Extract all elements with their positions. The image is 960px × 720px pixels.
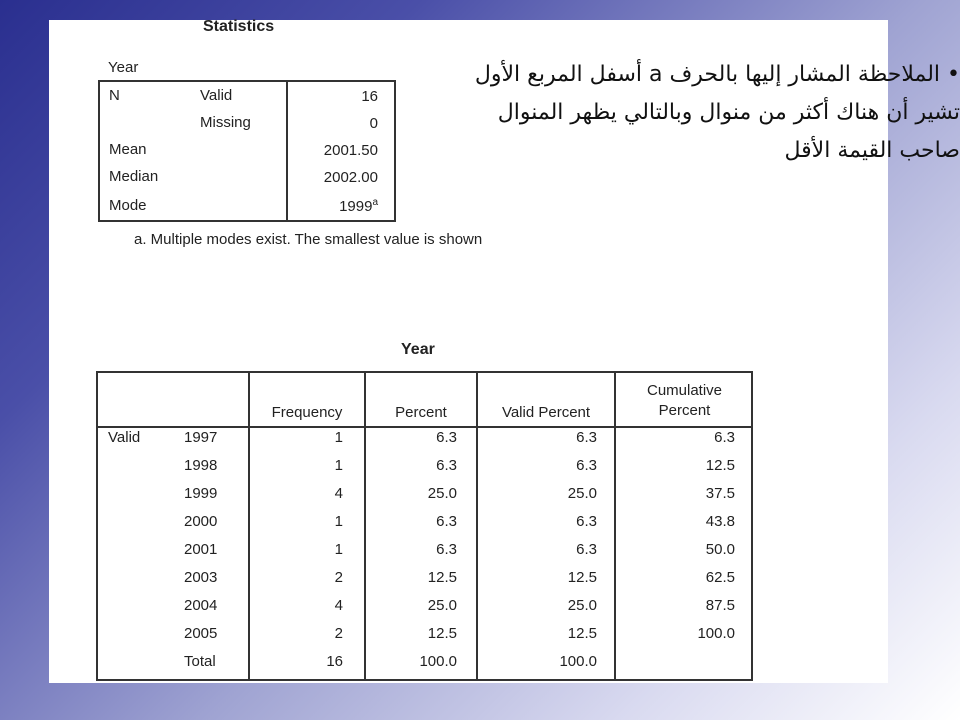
cell-frequency: 1 xyxy=(334,541,343,558)
row-value: 16 xyxy=(361,88,378,105)
cell-frequency: 1 xyxy=(334,429,343,446)
statistics-row xyxy=(100,197,394,219)
row-year-label: Total xyxy=(184,653,216,670)
table-row xyxy=(98,457,751,484)
arabic-note: • الملاحظة المشار إليها بالحرف a أسفل المربع الأول تشير أن هناك أكثر من منوال وبالتالي يظهر المنوال صاحب القيمة الأقل xyxy=(474,62,960,163)
cell-cumulative-percent: 37.5 xyxy=(705,485,735,502)
cell-frequency: 4 xyxy=(334,485,343,502)
statistics-title: Statistics xyxy=(203,18,275,35)
table-row xyxy=(98,569,751,596)
row-label: Mean xyxy=(109,141,147,158)
table-row xyxy=(98,429,751,456)
row-value: 0 xyxy=(369,115,378,132)
cell-valid-percent: 25.0 xyxy=(567,485,597,502)
row-year-label: 1997 xyxy=(184,429,218,446)
cell-percent: 25.0 xyxy=(427,597,457,614)
header-divider xyxy=(98,426,751,428)
header-percent: Percent xyxy=(395,404,447,421)
header-cumulative-percent: Cumulative Percent xyxy=(646,382,723,419)
cell-valid-percent: 12.5 xyxy=(567,569,597,586)
row-value: 2002.00 xyxy=(323,169,378,186)
statistics-row xyxy=(100,114,394,136)
table-row xyxy=(98,513,751,540)
row-year-label: 2003 xyxy=(184,569,218,586)
header-frequency: Frequency xyxy=(271,404,343,421)
row-sublabel: Missing xyxy=(200,114,251,131)
cell-percent: 12.5 xyxy=(427,625,457,642)
row-year-label: 2005 xyxy=(184,625,218,642)
row-label: Mode xyxy=(109,197,147,214)
table-row xyxy=(98,625,751,652)
header-valid-percent: Valid Percent xyxy=(501,404,591,421)
cell-frequency: 2 xyxy=(334,569,343,586)
cell-cumulative-percent: 43.8 xyxy=(705,513,735,530)
cell-valid-percent: 12.5 xyxy=(567,625,597,642)
table-row xyxy=(98,653,751,680)
cell-valid-percent: 6.3 xyxy=(576,541,597,558)
cell-percent: 12.5 xyxy=(427,569,457,586)
row-year-label: 1998 xyxy=(184,457,218,474)
table-row xyxy=(98,485,751,512)
table-row xyxy=(98,597,751,624)
footnote-marker: a xyxy=(372,197,378,208)
cell-valid-percent: 25.0 xyxy=(567,597,597,614)
cell-percent: 6.3 xyxy=(436,541,457,558)
statistics-table xyxy=(98,80,396,222)
statistics-variable-label: Year xyxy=(108,59,139,76)
row-year-label: 2001 xyxy=(184,541,218,558)
cell-cumulative-percent: 62.5 xyxy=(705,569,735,586)
cell-valid-percent: 100.0 xyxy=(559,653,597,670)
row-value: 2001.50 xyxy=(323,142,378,159)
cell-frequency: 16 xyxy=(326,653,343,670)
cell-valid-percent: 6.3 xyxy=(576,457,597,474)
row-label: N xyxy=(109,87,120,104)
cell-cumulative-percent: 6.3 xyxy=(714,429,735,446)
cell-frequency: 4 xyxy=(334,597,343,614)
statistics-footnote: a. Multiple modes exist. The smallest value is shown xyxy=(134,231,483,248)
cell-percent: 6.3 xyxy=(436,429,457,446)
cell-percent: 100.0 xyxy=(419,653,457,670)
row-group-label: Valid xyxy=(108,429,141,446)
row-year-label: 2000 xyxy=(184,513,218,530)
cell-cumulative-percent: 100.0 xyxy=(697,625,735,642)
statistics-row xyxy=(100,168,394,190)
cell-cumulative-percent: 87.5 xyxy=(705,597,735,614)
cell-valid-percent: 6.3 xyxy=(576,429,597,446)
statistics-row xyxy=(100,87,394,109)
statistics-row xyxy=(100,141,394,163)
cell-valid-percent: 6.3 xyxy=(576,513,597,530)
row-label: Median xyxy=(109,168,159,185)
cell-cumulative-percent: 12.5 xyxy=(705,457,735,474)
cell-percent: 25.0 xyxy=(427,485,457,502)
row-sublabel: Valid xyxy=(200,87,233,104)
row-value: 1999$^a$ xyxy=(339,197,378,215)
cell-frequency: 1 xyxy=(334,513,343,530)
row-year-label: 2004 xyxy=(184,597,218,614)
cell-cumulative-percent: 50.0 xyxy=(705,541,735,558)
cell-percent: 6.3 xyxy=(436,457,457,474)
cell-frequency: 2 xyxy=(334,625,343,642)
frequency-table xyxy=(96,371,753,681)
row-year-label: 1999 xyxy=(184,485,218,502)
table-row xyxy=(98,541,751,568)
cell-frequency: 1 xyxy=(334,457,343,474)
cell-percent: 6.3 xyxy=(436,513,457,530)
frequency-table-title: Year xyxy=(401,341,435,358)
